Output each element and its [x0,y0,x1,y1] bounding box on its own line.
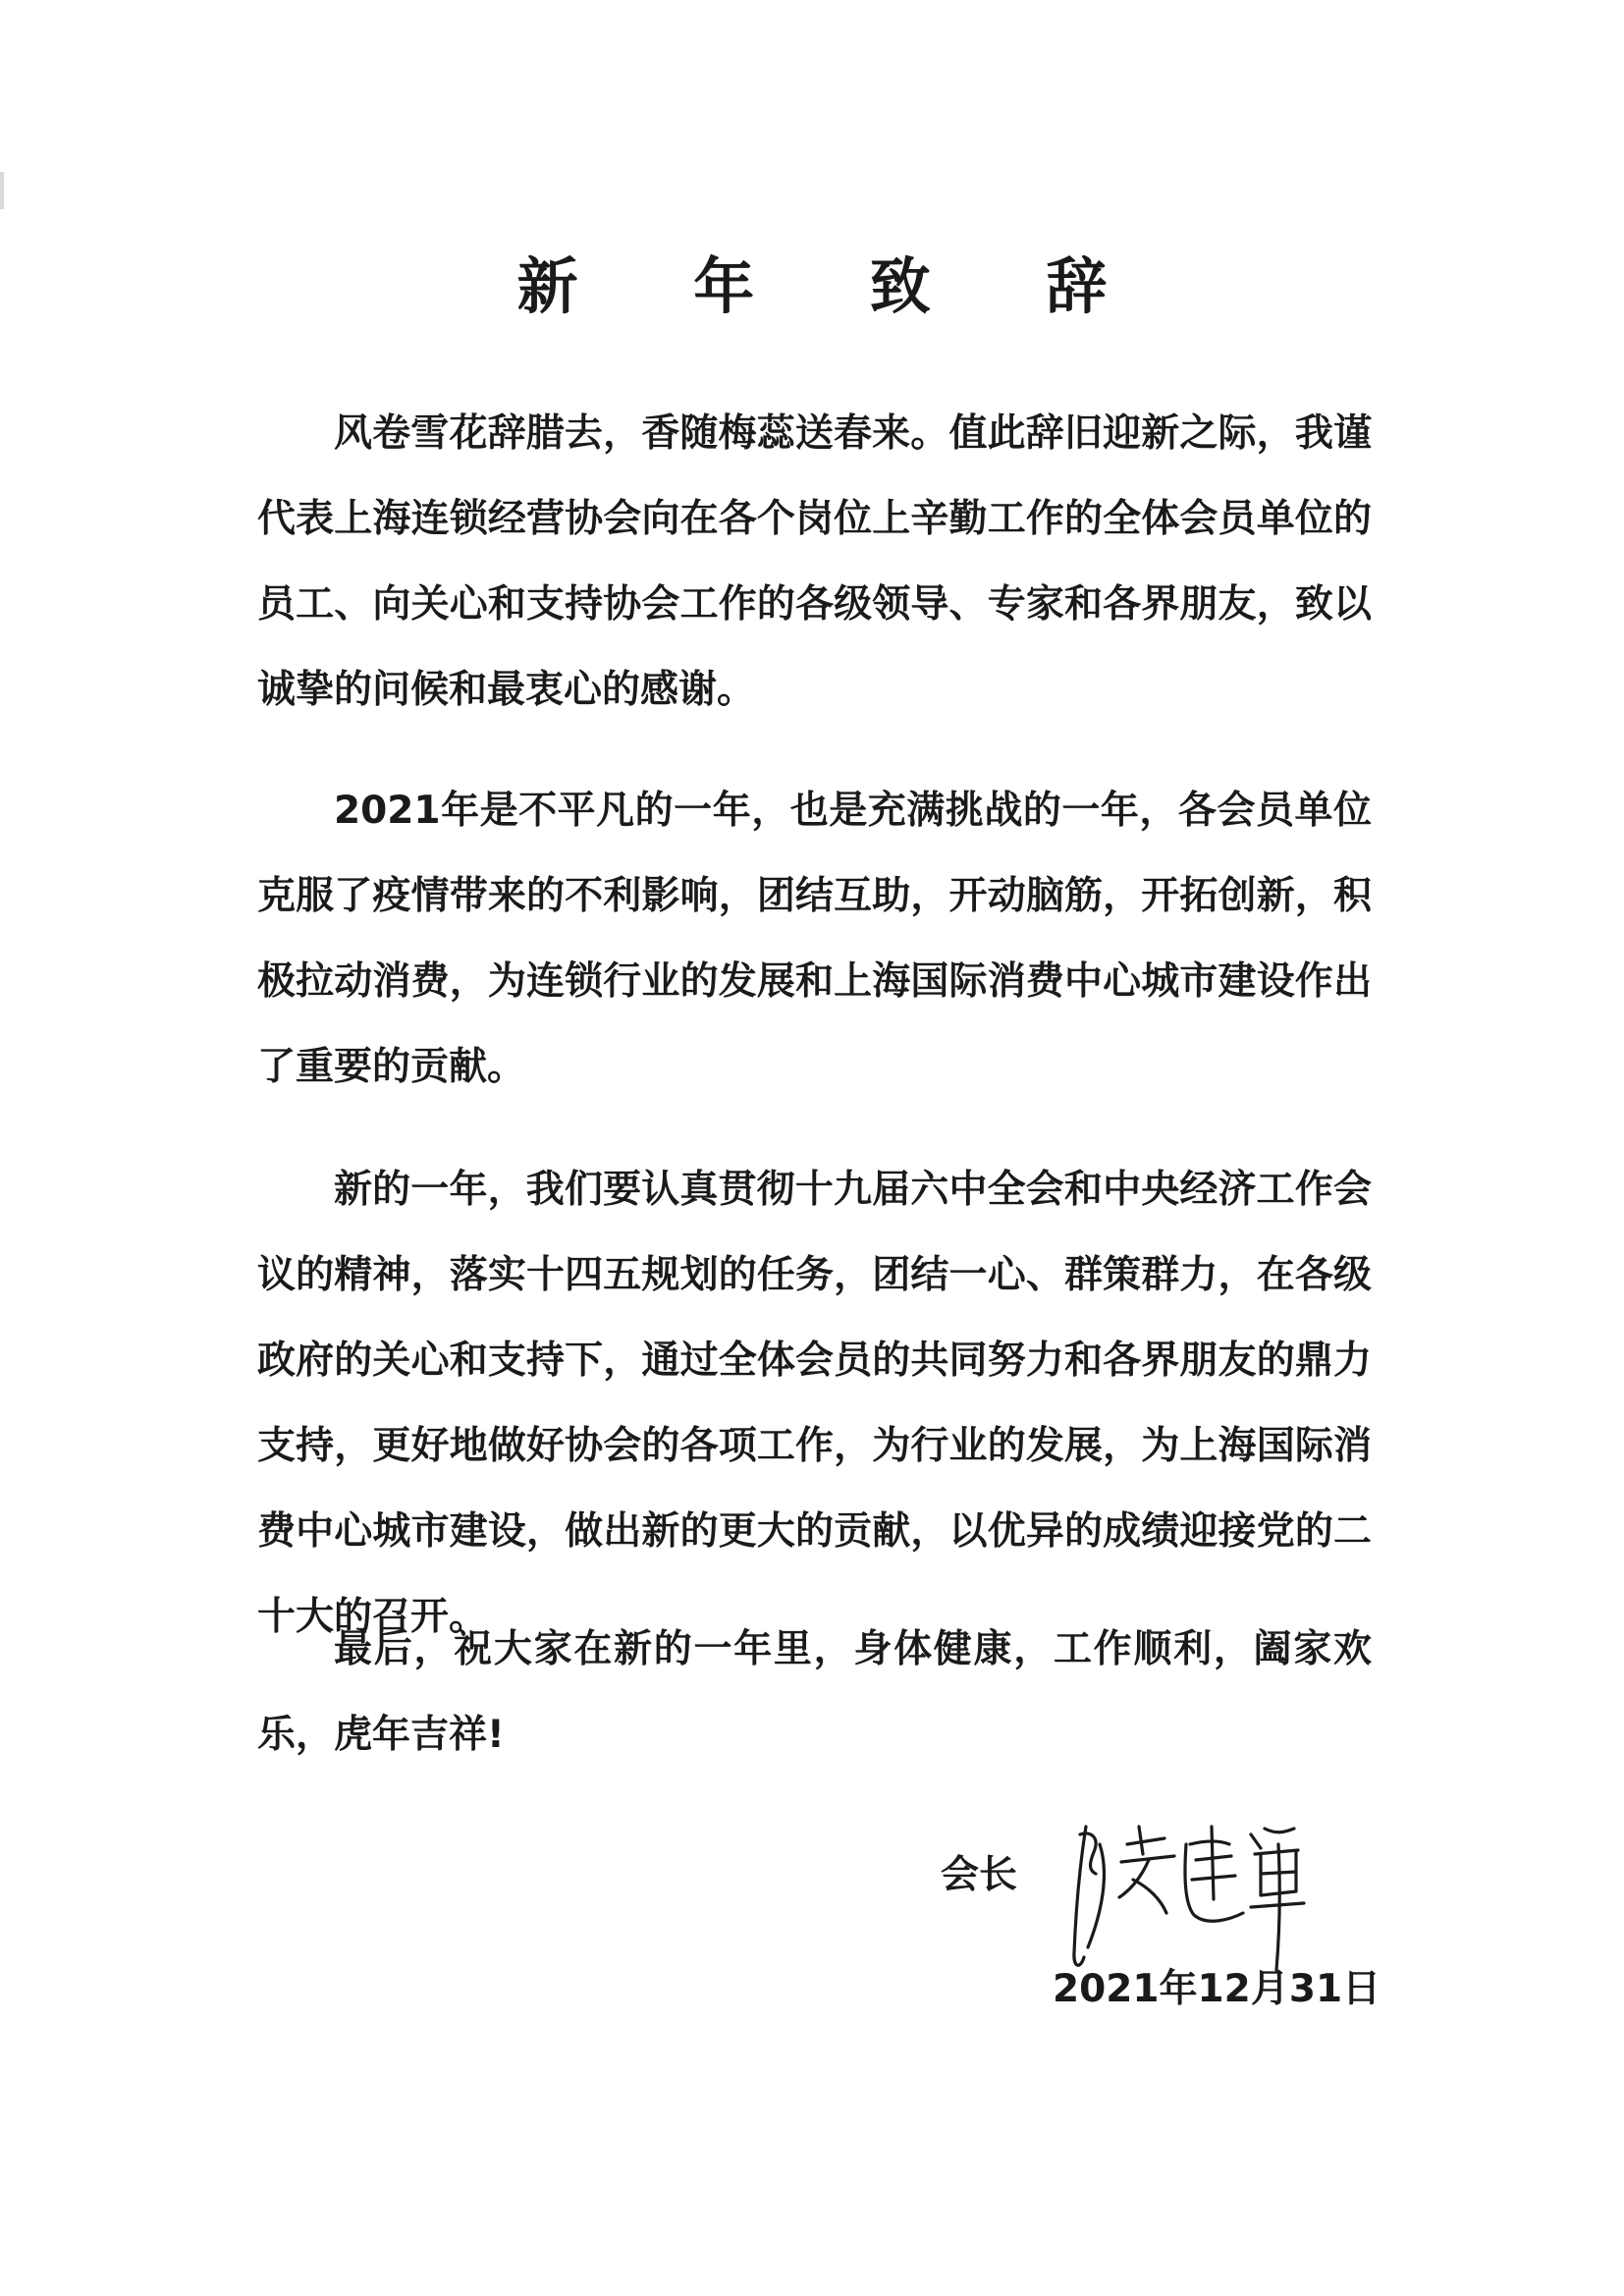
handwritten-signature [1058,1805,1314,1977]
document-title: 新 年 致 辞 [516,250,1155,322]
paragraph-greeting: 风卷雪花辞腊去，香随梅蕊送春来。值此辞旧迎新之际，我谨代表上海连锁经营协会向在各个岗位上辛勤工作的全体会员单位的员工、向关心和支持协会工作的各级领导、专家和各界朋友，致以诚挚的问候和最衷心的感谢。 [257,411,1372,712]
scan-edge-mark [0,172,4,209]
signatory-title: 会长 [941,1853,1018,1897]
document-date: 2021年12月31日 [1053,1967,1381,2011]
paragraph-review: 2021年是不平凡的一年，也是充满挑战的一年，各会员单位克服了疫情带来的不利影响，团结互助，开动脑筋，开拓创新，积极拉动消费，为连锁行业的发展和上海国际消费中心城市建设作出了重要的贡献。 [257,789,1372,1089]
paragraph-closing: 最后，祝大家在新的一年里，身体健康，工作顺利，阖家欢乐，虎年吉祥! [257,1627,1372,1757]
paragraph-outlook: 新的一年，我们要认真贯彻十九届六中全会和中央经济工作会议的精神，落实十四五规划的任务，团结一心、群策群力，在各级政府的关心和支持下，通过全体会员的共同努力和各界朋友的鼎力支持，更好地做好协会的各项工作，为行业的发展，为上海国际消费中心城市建设，做出新的更大的贡献，以优异的成绩迎接党的二十大的召开。 [257,1168,1372,1639]
signature-block [941,1805,1432,1982]
